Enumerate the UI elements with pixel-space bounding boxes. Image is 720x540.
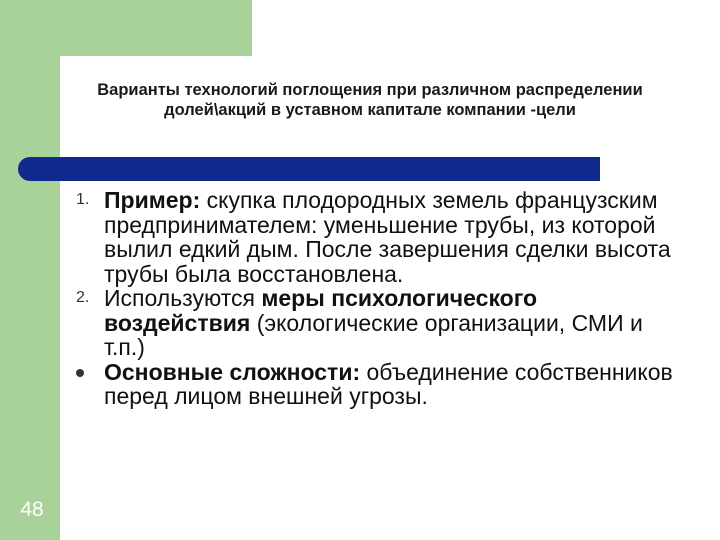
list-item [76, 286, 676, 360]
list-item [76, 360, 676, 409]
slide-title: Варианты технологий поглощения при различном распределении долей\акций в уставном капитале компании -цели [97, 81, 643, 119]
bullet-icon [76, 369, 84, 377]
title-divider-bar [18, 157, 600, 181]
list-item [76, 188, 676, 286]
item-bold-text: меры психологического воздействия [104, 285, 538, 336]
slide-number: 48 [20, 498, 44, 521]
green-sidebar [0, 56, 60, 540]
content-list [76, 188, 676, 409]
item-text: (экологические организации, СМИ и т.п.) [104, 309, 643, 360]
item-text: скупка плодородных земель французским предпринимателем: уменьшение трубы, из которой вылил едкий дым. После завершения сделки высота трубы была восстановлена. [104, 187, 671, 287]
green-corner-top [0, 0, 252, 56]
list-marker: 1. [76, 191, 90, 208]
item-text: объединение собственников перед лицом внешней угрозы. [104, 358, 673, 409]
list-marker: 2. [76, 289, 90, 306]
item-bold-text: Основные сложности: [104, 358, 361, 385]
item-bold-text: Пример: [104, 187, 201, 213]
item-text: Используются [104, 285, 262, 311]
